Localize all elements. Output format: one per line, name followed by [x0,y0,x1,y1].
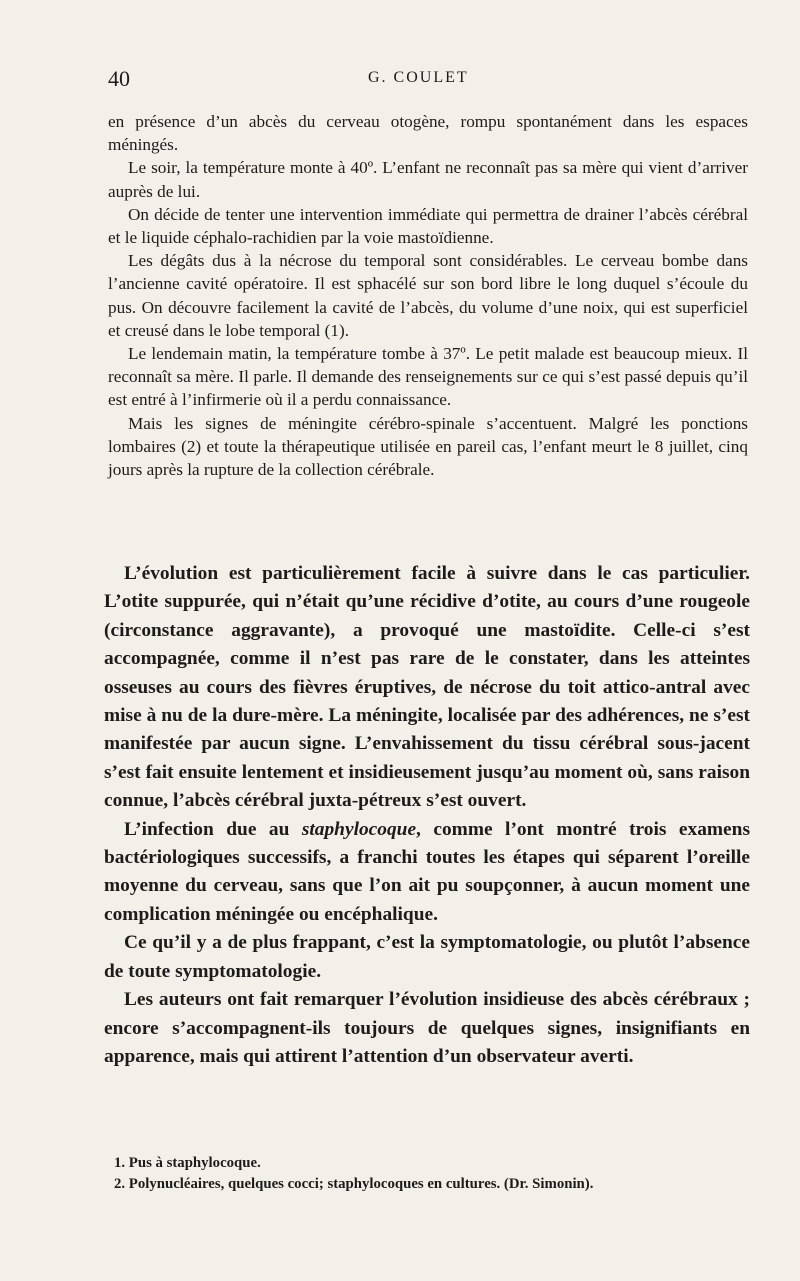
footnote: 1. Pus à staphylocoque. [114,1155,261,1171]
discussion-paragraph: Ce qu’il y a de plus frappant, c’est la symptomatologie, ou plutôt l’absence de toute symptomatologie. [104,932,750,982]
page-number: 40 [108,66,130,91]
discussion-paragraph: Les auteurs ont fait remarquer l’évolution insidieuse des abcès cérébraux ; encore s’accompagnent-ils toujours de quelques signes, insignifiants en apparence, mais qui attirent l’attention d’un observateur averti. [104,989,750,1067]
footnote: 2. Polynucléaires, quelques cocci; staphylocoques en cultures. (Dr. Simonin). [114,1176,594,1192]
case-paragraph: On décide de tenter une intervention immédiate qui permettra de drainer l’abcès cérébral et le liquide céphalo-rachidien par la voie mastoïdienne. [108,204,748,248]
discussion-paragraph: L’évolution est particulièrement facile à suivre dans le cas particulier. L’otite suppurée, qui n’était qu’une récidive d’otite, au cours d’une rougeole (circonstance aggravante), a provoqué une mastoïdite. Celle-ci s’est accompagnée, comme il n’est pas rare de le constater, dans les atteintes osseuses au cours des fièvres éruptives, de nécrose du toit attico-antral avec mise à nu de la dure-mère. La méningite, localisée par des adhérences, ne s’est manifestée par aucun signe. L’envahissement du tissu cérébral sous-jacent s’est fait ensuite lentement et insidieusement jusqu’au moment où, sans raison connue, l’abcès cérébral juxta-pétreux s’est ouvert. [104,563,750,812]
discussion-text [104,560,750,1071]
case-paragraph: Mais les signes de méningite cérébro-spinale s’accentuent. Malgré les ponctions lombaires (2) et toute la thérapeutique utilisée en pareil cas, l’enfant meurt le 8 juillet, cinq jours après la rupture de la collection cérébrale. [108,413,748,480]
page-header [108,66,746,90]
italic-term: staphylocoque [301,818,417,840]
case-paragraph: en présence d’un abcès du cerveau otogène, rompu spontanément dans les espaces méningés. [108,112,748,155]
discussion-paragraph [104,816,750,930]
case-paragraph: Le soir, la température monte à 40º. L’enfant ne reconnaît pas sa mère qui vient d’arriver auprès de lui. [108,158,748,201]
case-paragraph: Le lendemain matin, la température tombe à 37º. Le petit malade est beaucoup mieux. Il reconnaît sa mère. Il parle. Il demande des renseignements sur ce qui s’est passé depuis qu’il est entré à l’infirmerie où il a perdu connaissance. [108,344,748,410]
text-run: L’infection due au [124,818,302,840]
case-paragraph: Les dégâts dus à la nécrose du temporal sont considérables. Le cerveau bombe dans l’ancienne cavité opératoire. Il est sphacélé sur son bord libre le long duquel s’écoule du pus. On découvre facilement la cavité de l’abcès, du volume d’une noix, qui est superficiel et creusé dans le lobe temporal (1). [108,251,748,340]
footnotes [108,1153,753,1195]
case-report-text [108,110,748,481]
running-head: G. COULET [368,69,469,86]
text-run: , comme l’ont montré trois examens bactériologiques successifs, a franchi toutes les étapes qui séparent l’oreille moyenne du cerveau, sans que l’on ait pu soupçonner, à aucun moment une complication méningée ou encéphalique. [104,818,750,925]
